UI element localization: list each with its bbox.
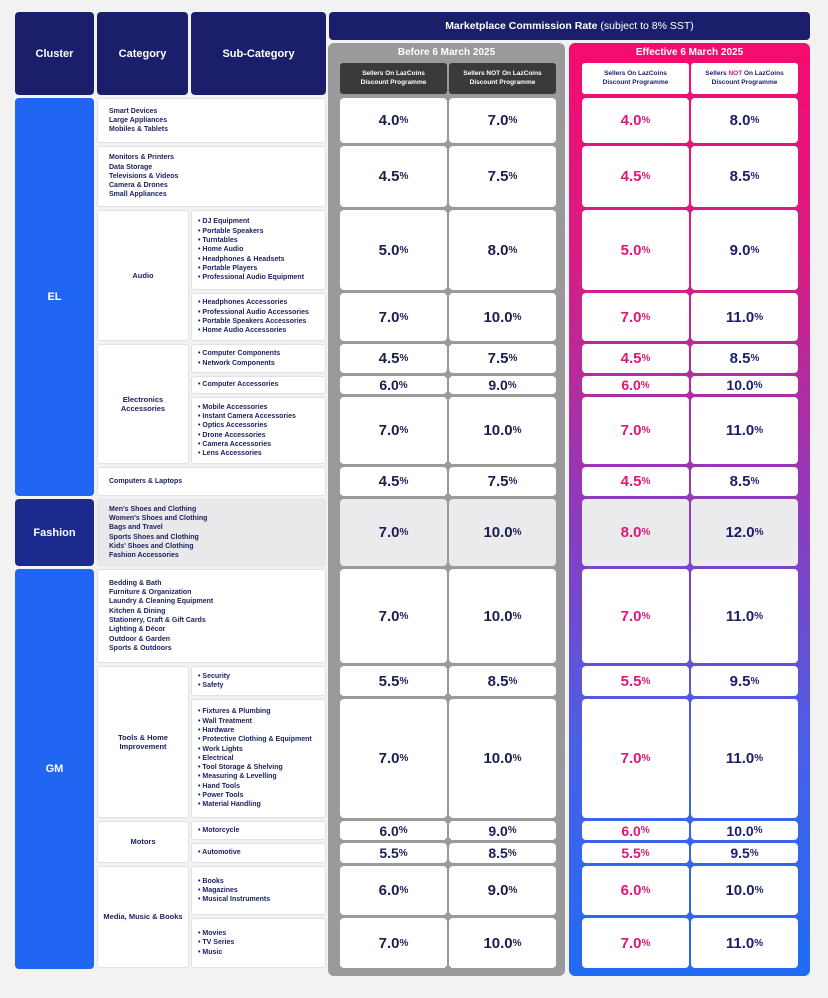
rate-value: 4.5	[378, 473, 400, 490]
rate-cell	[582, 344, 689, 373]
subcategory-line: Camera & Drones	[109, 182, 168, 190]
rate-cell	[340, 821, 447, 840]
subcategory-line: • TV Series	[198, 938, 234, 947]
before-sellers-on-header: Sellers On LazCoins Discount Programme	[340, 63, 447, 94]
subcategory-line: Small Appliances	[109, 191, 167, 199]
subcategory-line: • Computer Components	[198, 349, 280, 358]
subcategory-line: Lighting & Décor	[109, 626, 166, 634]
subcategory-gm	[97, 569, 326, 663]
subcategory-line: Sports Shoes and Clothing	[109, 533, 199, 541]
subcategory-line: • Instant Camera Accessories	[198, 412, 296, 421]
subcategory-line: • Power Tools	[198, 791, 244, 800]
rate-value: 10.0	[726, 822, 754, 839]
rate-cell	[340, 210, 447, 290]
percent-sign: %	[750, 244, 760, 256]
percent-sign: %	[641, 171, 651, 182]
rate-cell	[340, 397, 447, 464]
rate-value: 5.5	[379, 845, 399, 861]
subcategory-line: • Turntables	[198, 236, 238, 245]
percent-sign: %	[754, 311, 764, 323]
rate-value: 4.5	[620, 350, 642, 367]
rate-cell	[449, 467, 556, 496]
subcategory-line: • Lens Accessories	[198, 449, 262, 458]
rate-value: 5.5	[620, 672, 642, 690]
subcategory-line: • Portable Speakers Accessories	[198, 317, 306, 326]
subcategory-line: • Professional Audio Equipment	[198, 273, 304, 282]
rate-value: 10.0	[483, 308, 513, 326]
subcategory-line: Computers & Laptops	[109, 477, 183, 485]
subcategory-line: Large Appliances	[109, 116, 168, 124]
rate-cell	[691, 866, 798, 915]
rate-value: 8.5	[487, 672, 509, 690]
rate-cell	[449, 666, 556, 696]
subcategory-line: Televisions & Videos	[109, 172, 179, 180]
rate-cell	[691, 467, 798, 496]
subcategory-line: • Safety	[198, 681, 223, 690]
rate-cell	[582, 918, 689, 968]
subcategory-line: Stationery, Craft & Gift Cards	[109, 617, 206, 624]
percent-sign: %	[750, 675, 760, 687]
rate-cell	[691, 918, 798, 968]
rate-cell	[449, 376, 556, 394]
percent-sign: %	[399, 476, 409, 487]
percent-sign: %	[508, 353, 518, 364]
commission-note: (subject to 8% SST)	[600, 20, 694, 32]
subcategory-line: • Movies	[198, 929, 226, 938]
subcategory-line: Bedding & Bath	[109, 579, 162, 587]
percent-sign: %	[641, 937, 651, 949]
percent-sign: %	[508, 115, 518, 126]
rate-value: 7.0	[620, 750, 642, 767]
percent-sign: %	[512, 311, 522, 323]
percent-sign: %	[399, 311, 409, 323]
percent-sign: %	[508, 476, 518, 487]
subcategory-audio1	[191, 210, 326, 290]
rate-value: 7.5	[487, 473, 509, 490]
rate-cell	[449, 146, 556, 207]
percent-sign: %	[507, 825, 517, 836]
subcategory-line: • Drone Accessories	[198, 431, 266, 440]
subcategory-line: • Wall Treatment	[198, 717, 252, 726]
rate-cell	[340, 843, 447, 863]
rate-value: 4.5	[620, 473, 642, 490]
rate-cell	[340, 344, 447, 373]
rate-cell	[340, 293, 447, 341]
rate-value: 10.0	[483, 934, 513, 952]
rate-cell	[582, 397, 689, 464]
rate-value: 6.0	[620, 882, 642, 899]
percent-sign: %	[753, 825, 763, 836]
rate-cell	[691, 376, 798, 394]
rate-cell	[582, 293, 689, 341]
percent-sign: %	[512, 425, 522, 436]
subcategory-line: Outdoor & Garden	[109, 635, 171, 643]
percent-sign: %	[641, 115, 651, 126]
category-tools: Tools & Home Improvement	[97, 666, 189, 818]
rate-value: 7.0	[378, 524, 400, 541]
before-title: Before 6 March 2025	[397, 47, 496, 58]
percent-sign: %	[398, 379, 408, 391]
rate-cell	[449, 843, 556, 863]
percent-sign: %	[399, 353, 409, 364]
subcategory-line: • Portable Players	[198, 264, 257, 273]
effective-title: Effective 6 March 2025	[635, 47, 744, 58]
percent-sign: %	[399, 937, 409, 949]
subcategory-fashion	[97, 499, 326, 566]
rate-value: 4.0	[378, 112, 400, 129]
rate-value: 6.0	[621, 822, 641, 839]
subcategory-line: • Portable Speakers	[198, 227, 264, 236]
percent-sign: %	[507, 379, 517, 391]
rate-value: 8.5	[729, 168, 751, 185]
rate-cell	[582, 467, 689, 496]
percent-sign: %	[641, 353, 651, 364]
rate-cell	[340, 666, 447, 696]
rate-value: 9.0	[488, 822, 508, 839]
subcategory-media2	[191, 918, 326, 968]
rate-value: 7.0	[378, 422, 400, 439]
subcategory-ea3	[191, 397, 326, 464]
commission-title: Marketplace Commission Rate	[445, 20, 598, 32]
rate-value: 7.0	[378, 934, 400, 952]
rate-cell	[691, 569, 798, 663]
subcategory-line: • Musical Instruments	[198, 895, 270, 904]
percent-sign: %	[399, 527, 409, 538]
rate-cell	[582, 866, 689, 915]
subcategory-line: • Magazines	[198, 886, 238, 895]
subcategory-header: Sub-Category	[191, 12, 326, 95]
rate-cell	[449, 499, 556, 566]
rate-cell	[449, 569, 556, 663]
rate-value: 9.5	[730, 845, 750, 861]
percent-sign: %	[508, 675, 518, 687]
subcategory-smart	[97, 98, 326, 143]
rate-cell	[340, 98, 447, 143]
subcategory-motors1	[191, 821, 326, 840]
rate-value: 5.5	[621, 845, 641, 861]
subcategory-ea1	[191, 344, 326, 373]
rate-cell	[582, 569, 689, 663]
percent-sign: %	[641, 610, 651, 622]
subcategory-line: Mobiles & Tablets	[109, 126, 168, 134]
category-electronics-accessories: Electronics Accessories	[97, 344, 189, 464]
percent-sign: %	[399, 244, 409, 256]
subcategory-line: • Mobile Accessories	[198, 403, 268, 412]
rate-value: 7.0	[487, 112, 509, 129]
percent-sign: %	[750, 115, 760, 126]
percent-sign: %	[641, 476, 651, 487]
percent-sign: %	[641, 753, 651, 764]
rate-value: 5.0	[378, 241, 400, 259]
percent-sign: %	[754, 937, 764, 949]
rate-value: 9.0	[488, 377, 508, 393]
rate-value: 8.0	[729, 112, 751, 129]
percent-sign: %	[749, 847, 759, 859]
subcategory-line: • Electrical	[198, 754, 234, 763]
percent-sign: %	[399, 753, 409, 764]
rate-cell	[691, 499, 798, 566]
percent-sign: %	[512, 610, 522, 622]
rate-cell	[691, 699, 798, 818]
rate-cell	[582, 843, 689, 863]
rate-value: 7.0	[620, 422, 642, 439]
rate-value: 7.0	[378, 607, 400, 625]
subcategory-line: • Tool Storage & Shelving	[198, 763, 283, 772]
rate-value: 4.5	[620, 168, 642, 185]
subcategory-line: • Motorcycle	[198, 826, 239, 835]
subcategory-line: Data Storage	[109, 163, 153, 171]
subcategory-line: Furniture & Organization	[109, 589, 192, 597]
rate-cell	[582, 376, 689, 394]
rate-cell	[691, 344, 798, 373]
percent-sign: %	[508, 244, 518, 256]
percent-sign: %	[750, 353, 760, 364]
rate-cell	[449, 866, 556, 915]
rate-value: 10.0	[483, 524, 513, 541]
subcategory-line: • Home Audio Accessories	[198, 326, 286, 335]
percent-sign: %	[640, 825, 650, 836]
rate-value: 9.5	[729, 672, 751, 690]
rate-value: 6.0	[379, 822, 399, 839]
rate-value: 7.0	[620, 607, 642, 625]
subcategory-line: • Computer Accessories	[198, 380, 278, 389]
subcategory-audio2	[191, 293, 326, 341]
cluster-el: EL	[15, 98, 94, 496]
subcategory-line: • Automotive	[198, 848, 241, 857]
subcategory-media1	[191, 866, 326, 915]
rate-cell	[582, 666, 689, 696]
subcategory-line: Monitors & Printers	[109, 154, 174, 162]
rate-value: 10.0	[726, 377, 754, 393]
percent-sign: %	[754, 753, 764, 764]
subcategory-line: • Fixtures & Plumbing	[198, 707, 270, 716]
subcategory-line: • DJ Equipment	[198, 217, 249, 226]
rate-cell	[582, 821, 689, 840]
subcategory-line: Sports & Outdoors	[109, 644, 172, 652]
percent-sign: %	[750, 171, 760, 182]
rate-value: 11.0	[725, 422, 755, 439]
subcategory-line: • Network Components	[198, 359, 275, 368]
subcategory-line: • Measuring & Levelling	[198, 772, 277, 781]
percent-sign: %	[399, 675, 409, 687]
subcategory-line: • Headphones Accessories	[198, 298, 287, 307]
percent-sign: %	[508, 885, 518, 896]
rate-cell	[582, 98, 689, 143]
subcategory-line: Smart Devices	[109, 107, 158, 115]
subcategory-line: Fashion Accessories	[109, 552, 179, 560]
percent-sign: %	[754, 610, 764, 622]
rate-cell	[449, 344, 556, 373]
rate-cell	[449, 98, 556, 143]
rate-value: 10.0	[725, 882, 755, 899]
rate-value: 10.0	[483, 607, 513, 625]
rate-cell	[340, 569, 447, 663]
effective-sellers-not-header	[691, 63, 798, 94]
rate-cell	[691, 293, 798, 341]
rate-value: 6.0	[378, 882, 400, 899]
rate-cell	[449, 397, 556, 464]
subcategory-line: • Hand Tools	[198, 782, 240, 791]
subcategory-tools2	[191, 699, 326, 818]
subcategory-line: Kids' Shoes and Clothing	[109, 542, 194, 550]
category-header: Category	[97, 12, 188, 95]
rate-value: 10.0	[483, 422, 513, 439]
rate-cell	[449, 821, 556, 840]
percent-sign: %	[399, 171, 409, 182]
percent-sign: %	[754, 885, 764, 896]
rate-cell	[691, 666, 798, 696]
subcategory-line: • Optics Accessories	[198, 421, 267, 430]
rate-value: 7.5	[487, 168, 509, 185]
percent-sign: %	[641, 244, 651, 256]
subcategory-line: • Professional Audio Accessories	[198, 308, 309, 317]
rate-value: 8.0	[620, 524, 642, 541]
percent-sign: %	[641, 527, 651, 538]
subcategory-line: • Headphones & Headsets	[198, 255, 285, 264]
percent-sign: %	[399, 885, 409, 896]
percent-sign: %	[641, 311, 651, 323]
cluster-fashion: Fashion	[15, 499, 94, 566]
percent-sign: %	[754, 425, 764, 436]
rate-cell	[340, 376, 447, 394]
subcategory-line: • Material Handling	[198, 800, 261, 809]
subcategory-line: • Books	[198, 877, 224, 886]
rate-cell	[582, 499, 689, 566]
rate-value: 10.0	[483, 750, 513, 767]
subcategory-line: • Hardware	[198, 726, 234, 735]
rate-value: 7.0	[378, 750, 400, 767]
rate-cell	[582, 146, 689, 207]
rate-cell	[340, 699, 447, 818]
sellers-not-label: Sellers NOT On LazCoins Discount Programme	[705, 70, 784, 86]
rate-value: 4.5	[378, 350, 400, 367]
percent-sign: %	[641, 675, 651, 687]
rate-cell	[340, 146, 447, 207]
rate-cell	[449, 293, 556, 341]
percent-sign: %	[508, 171, 518, 182]
rate-cell	[691, 821, 798, 840]
percent-sign: %	[641, 425, 651, 436]
percent-sign: %	[640, 847, 650, 859]
percent-sign: %	[750, 476, 760, 487]
percent-sign: %	[640, 379, 650, 391]
subcategory-ea2	[191, 376, 326, 394]
rate-value: 8.5	[729, 350, 751, 367]
rate-cell	[691, 98, 798, 143]
percent-sign: %	[398, 847, 408, 859]
cluster-gm: GM	[15, 569, 94, 969]
percent-sign: %	[753, 379, 763, 391]
rate-value: 12.0	[725, 524, 755, 541]
percent-sign: %	[399, 425, 409, 436]
before-sellers-not-header: Sellers NOT On LazCoins Discount Programme	[449, 63, 556, 94]
rate-value: 9.0	[729, 241, 751, 259]
rate-value: 4.0	[620, 112, 642, 129]
rate-cell	[340, 467, 447, 496]
rate-cell	[691, 843, 798, 863]
rate-value: 6.0	[621, 377, 641, 393]
subcategory-line: • Music	[198, 948, 222, 957]
rate-cell	[449, 699, 556, 818]
subcategory-motors2	[191, 843, 326, 863]
percent-sign: %	[512, 937, 522, 949]
rate-value: 4.5	[378, 168, 400, 185]
rate-cell	[340, 866, 447, 915]
category-media: Media, Music & Books	[97, 866, 189, 968]
rate-value: 7.0	[378, 308, 400, 326]
rate-value: 7.0	[620, 308, 642, 326]
rate-cell	[340, 918, 447, 968]
rate-cell	[340, 499, 447, 566]
rate-value: 5.0	[620, 241, 642, 259]
percent-sign: %	[754, 527, 764, 538]
rate-value: 11.0	[725, 308, 755, 326]
category-audio: Audio	[97, 210, 189, 341]
percent-sign: %	[641, 885, 651, 896]
subcategory-tools1	[191, 666, 326, 696]
rate-value: 7.5	[487, 350, 509, 367]
rate-cell	[691, 146, 798, 207]
rate-value: 9.0	[487, 882, 509, 899]
rate-value: 11.0	[725, 934, 755, 952]
rate-value: 11.0	[725, 607, 755, 625]
rate-value: 7.0	[620, 934, 642, 952]
effective-sellers-on-header: Sellers On LazCoins Discount Programme	[582, 63, 689, 94]
percent-sign: %	[399, 115, 409, 126]
percent-sign: %	[398, 825, 408, 836]
subcategory-line: • Protective Clothing & Equipment	[198, 735, 312, 744]
subcategory-line: Women's Shoes and Clothing	[109, 514, 208, 522]
percent-sign: %	[512, 527, 522, 538]
subcategory-line: Men's Shoes and Clothing	[109, 505, 197, 513]
rate-value: 8.5	[488, 845, 508, 861]
rate-cell	[582, 699, 689, 818]
subcategory-line: • Work Lights	[198, 745, 243, 754]
subcategory-line: Bags and Travel	[109, 524, 163, 532]
rate-value: 11.0	[725, 750, 755, 767]
rate-cell	[691, 210, 798, 290]
rate-value: 8.0	[487, 241, 509, 259]
percent-sign: %	[512, 753, 522, 764]
rate-value: 5.5	[378, 672, 400, 690]
category-motors: Motors	[97, 821, 189, 863]
subcategory-line: • Home Audio	[198, 245, 243, 254]
percent-sign: %	[399, 610, 409, 622]
rate-value: 8.5	[729, 473, 751, 490]
rate-value: 6.0	[379, 377, 399, 393]
subcategory-computers	[97, 467, 326, 496]
rate-cell	[582, 210, 689, 290]
subcategory-line: Kitchen & Dining	[109, 607, 166, 615]
rate-cell	[449, 918, 556, 968]
subcategory-line: Laundry & Cleaning Equipment	[109, 598, 214, 606]
rate-cell	[449, 210, 556, 290]
rate-cell	[691, 397, 798, 464]
cluster-header: Cluster	[15, 12, 94, 95]
subcategory-line: • Security	[198, 672, 230, 681]
percent-sign: %	[507, 847, 517, 859]
subcategory-monitors	[97, 146, 326, 207]
subcategory-line: • Camera Accessories	[198, 440, 271, 449]
commission-header	[329, 12, 810, 40]
